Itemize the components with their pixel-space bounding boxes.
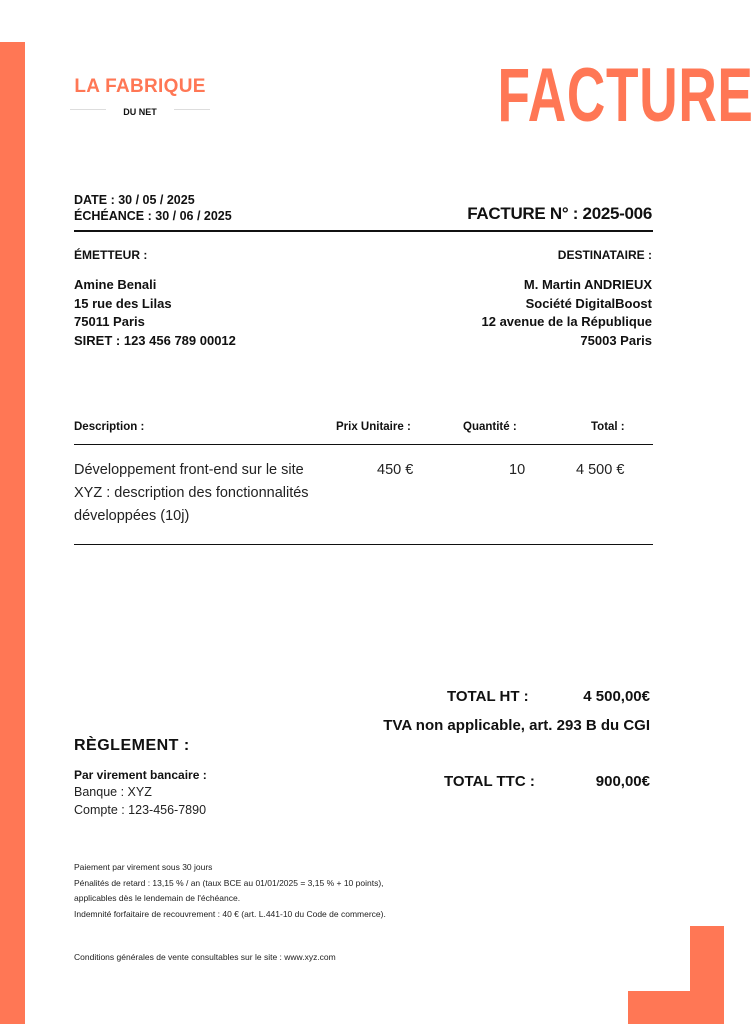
payment-bank: Banque : XYZ <box>74 785 152 799</box>
accent-bar-left <box>0 42 25 1024</box>
total-ht-value: 4 500,00€ <box>583 688 650 705</box>
payment-title: RÈGLEMENT : <box>74 737 190 754</box>
recipient-street: 12 avenue de la République <box>481 314 652 329</box>
row-total: 4 500 € <box>576 462 625 478</box>
logo-subtitle: DU NET <box>123 107 157 117</box>
emitter-city: 75011 Paris <box>74 314 145 329</box>
logo-divider-right <box>174 109 210 110</box>
invoice-date: DATE : 30 / 05 / 2025 <box>74 193 195 207</box>
emitter-name: Amine Benali <box>74 277 157 292</box>
column-header-unit-price: Prix Unitaire : <box>336 421 411 433</box>
terms-of-sale-note: Conditions générales de vente consultables sur le site : www.xyz.com <box>74 952 336 962</box>
total-ttc-value: 900,00€ <box>595 773 650 790</box>
payment-terms <box>74 860 394 922</box>
recipient-label: DESTINATAIRE : <box>557 248 652 262</box>
recipient-address <box>482 276 653 350</box>
header-divider <box>74 230 653 232</box>
table-bottom-divider <box>74 544 653 545</box>
row-unit-price: 450 € <box>377 462 414 478</box>
invoice-dates <box>74 192 232 224</box>
total-ht-label: TOTAL HT : <box>447 688 529 705</box>
emitter-label: ÉMETTEUR : <box>74 248 148 262</box>
logo-name: LA FABRIQUE <box>74 76 206 97</box>
emitter-siret: SIRET : 123 456 789 00012 <box>74 332 236 348</box>
row-quantity: 10 <box>509 462 526 478</box>
invoice-number: FACTURE N° : 2025-006 <box>467 204 652 223</box>
payment-account: Compte : 123-456-7890 <box>74 803 207 817</box>
recipient-name: M. Martin ANDRIEUX <box>523 277 652 292</box>
column-header-total: Total : <box>591 421 625 433</box>
accent-block-bottom-right-base <box>628 991 724 1024</box>
recipient-company: Société DigitalBoost <box>525 295 652 311</box>
column-header-quantity: Quantité : <box>463 421 517 433</box>
payment-method: Par virement bancaire : <box>74 768 207 782</box>
column-header-description: Description : <box>74 421 145 433</box>
terms-penalties: Pénalités de retard : 13,15 % / an (taux BCE au 01/01/2025 = 3,15 % + 10 points), applicables dès le lendemain de l'échéance. <box>74 877 384 904</box>
emitter-address <box>74 276 236 350</box>
terms-delay: Paiement par virement sous 30 jours <box>74 862 213 872</box>
tva-note: TVA non applicable, art. 293 B du CGI <box>383 717 650 734</box>
total-ttc-label: TOTAL TTC : <box>444 773 535 790</box>
table-header-divider <box>74 444 653 445</box>
terms-indemnity: Indemnité forfaitaire de recouvrement : 40 € (art. L.441-10 du Code de commerce). <box>74 908 386 919</box>
row-description: Développement front-end sur le site XYZ : description des fonctionnalités développées (10j) <box>74 462 309 524</box>
logo <box>70 76 210 116</box>
invoice-due-date: ÉCHÉANCE : 30 / 06 / 2025 <box>74 209 232 223</box>
logo-divider-left <box>70 109 106 110</box>
document-title: FACTURE <box>497 53 754 138</box>
emitter-street: 15 rue des Lilas <box>74 295 172 311</box>
recipient-city: 75003 Paris <box>580 332 652 348</box>
